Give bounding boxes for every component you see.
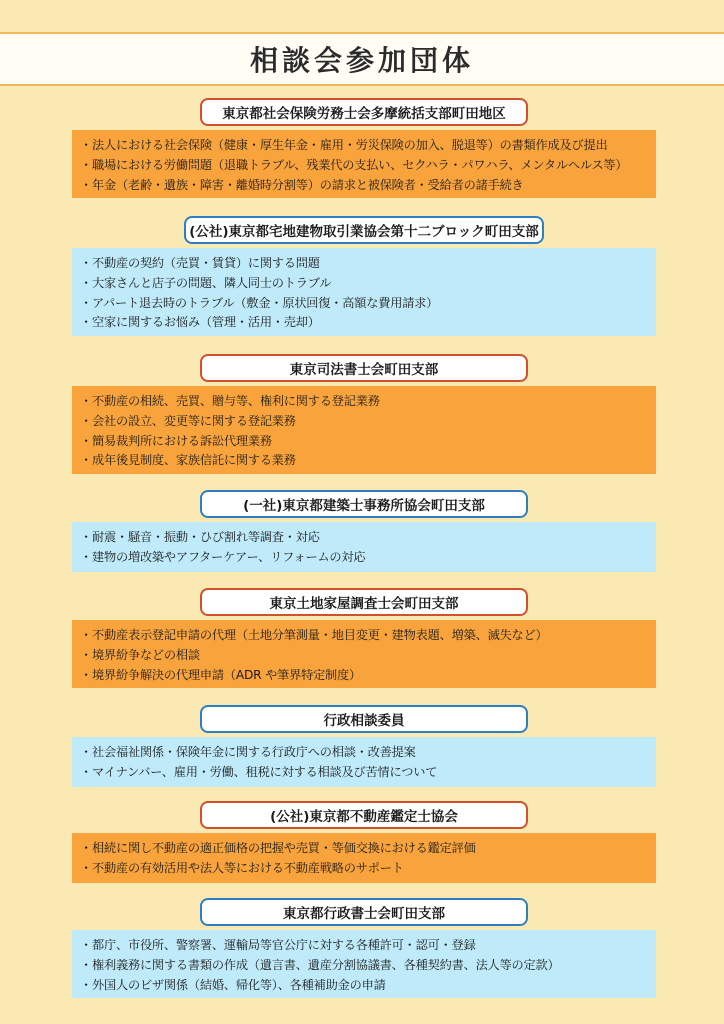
list-item: ・ 権利義務に関する書類の作成（遺言書、遺産分割協議書、各種契約書、法人等の定款） — [80, 956, 648, 976]
section-items-box — [72, 737, 656, 787]
section-label: 東京司法書士会町田支部 — [200, 354, 528, 382]
list-item: ・ 法人における社会保険（健康・厚生年金・雇用・労災保険の加入、脱退等）の書類作成及び提出 — [80, 136, 648, 156]
list-item: ・ アパート退去時のトラブル（敷金・原状回復・高額な費用請求） — [80, 294, 648, 314]
list-item: ・ 不動産の契約（売買・賃貸）に関する問題 — [80, 254, 648, 274]
list-item: ・ マイナンバー、雇用・労働、租税に対する相談及び苦情について — [80, 763, 648, 783]
list-item: ・ 職場における労働問題（退職トラブル、残業代の支払い、セクハラ・パワハラ、メンタルヘルス等） — [80, 156, 648, 176]
section-items-box — [72, 248, 656, 336]
section-label: (公社)東京都宅地建物取引業協会第十二ブロック町田支部 — [184, 216, 544, 244]
section-label: (公社)東京都不動産鑑定士協会 — [200, 801, 528, 829]
list-item: ・ 年金（老齢・遺族・障害・離婚時分割等）の請求と被保険者・受給者の諸手続き — [80, 176, 648, 196]
list-item: ・ 会社の設立、変更等に関する登記業務 — [80, 412, 648, 432]
list-item: ・ 成年後見制度、家族信託に関する業務 — [80, 451, 648, 471]
section-label: 行政相談委員 — [200, 705, 528, 733]
section-label: 東京都社会保険労務士会多摩統括支部町田地区 — [200, 98, 528, 126]
list-item: ・ 空家に関するお悩み（管理・活用・売却） — [80, 313, 648, 333]
section-items-box — [72, 386, 656, 474]
section-items-box — [72, 833, 656, 883]
list-item: ・ 相続に関し不動産の適正価格の把握や売買・等価交換における鑑定評価 — [80, 839, 648, 859]
list-item: ・ 建物の増改築やアフターケアー、リフォームの対応 — [80, 548, 648, 568]
page-title: 相談会参加団体 — [249, 44, 474, 77]
section-items-box — [72, 930, 656, 998]
list-item: ・ 都庁、市役所、警察署、運輸局等官公庁に対する各種許可・認可・登録 — [80, 936, 648, 956]
list-item: ・ 境界紛争解決の代理申請（ADR や筆界特定制度） — [80, 666, 648, 686]
list-item: ・ 境界紛争などの相談 — [80, 646, 648, 666]
section-items-box — [72, 620, 656, 688]
list-item: ・ 大家さんと店子の問題、隣人同士のトラブル — [80, 274, 648, 294]
section-label: (一社)東京都建築士事務所協会町田支部 — [200, 490, 528, 518]
list-item: ・ 社会福祉関係・保険年金に関する行政庁への相談・改善提案 — [80, 743, 648, 763]
list-item: ・ 不動産の有効活用や法人等における不動産戦略のサポート — [80, 859, 648, 879]
list-item: ・ 耐震・騒音・振動・ひび割れ等調査・対応 — [80, 528, 648, 548]
section-items-box — [72, 130, 656, 198]
list-item: ・ 不動産の相続、売買、贈与等、権利に関する登記業務 — [80, 392, 648, 412]
list-item: ・ 外国人のビザ関係（結婚、帰化等）、各種補助金の申請 — [80, 976, 648, 996]
section-label: 東京都行政書士会町田支部 — [200, 898, 528, 926]
section-label: 東京土地家屋調査士会町田支部 — [200, 588, 528, 616]
title-banner — [0, 32, 724, 86]
list-item: ・ 不動産表示登記申請の代理（土地分筆測量・地目変更・建物表題、増築、滅失など） — [80, 626, 648, 646]
list-item: ・ 簡易裁判所における訴訟代理業務 — [80, 432, 648, 452]
section-items-box — [72, 522, 656, 572]
